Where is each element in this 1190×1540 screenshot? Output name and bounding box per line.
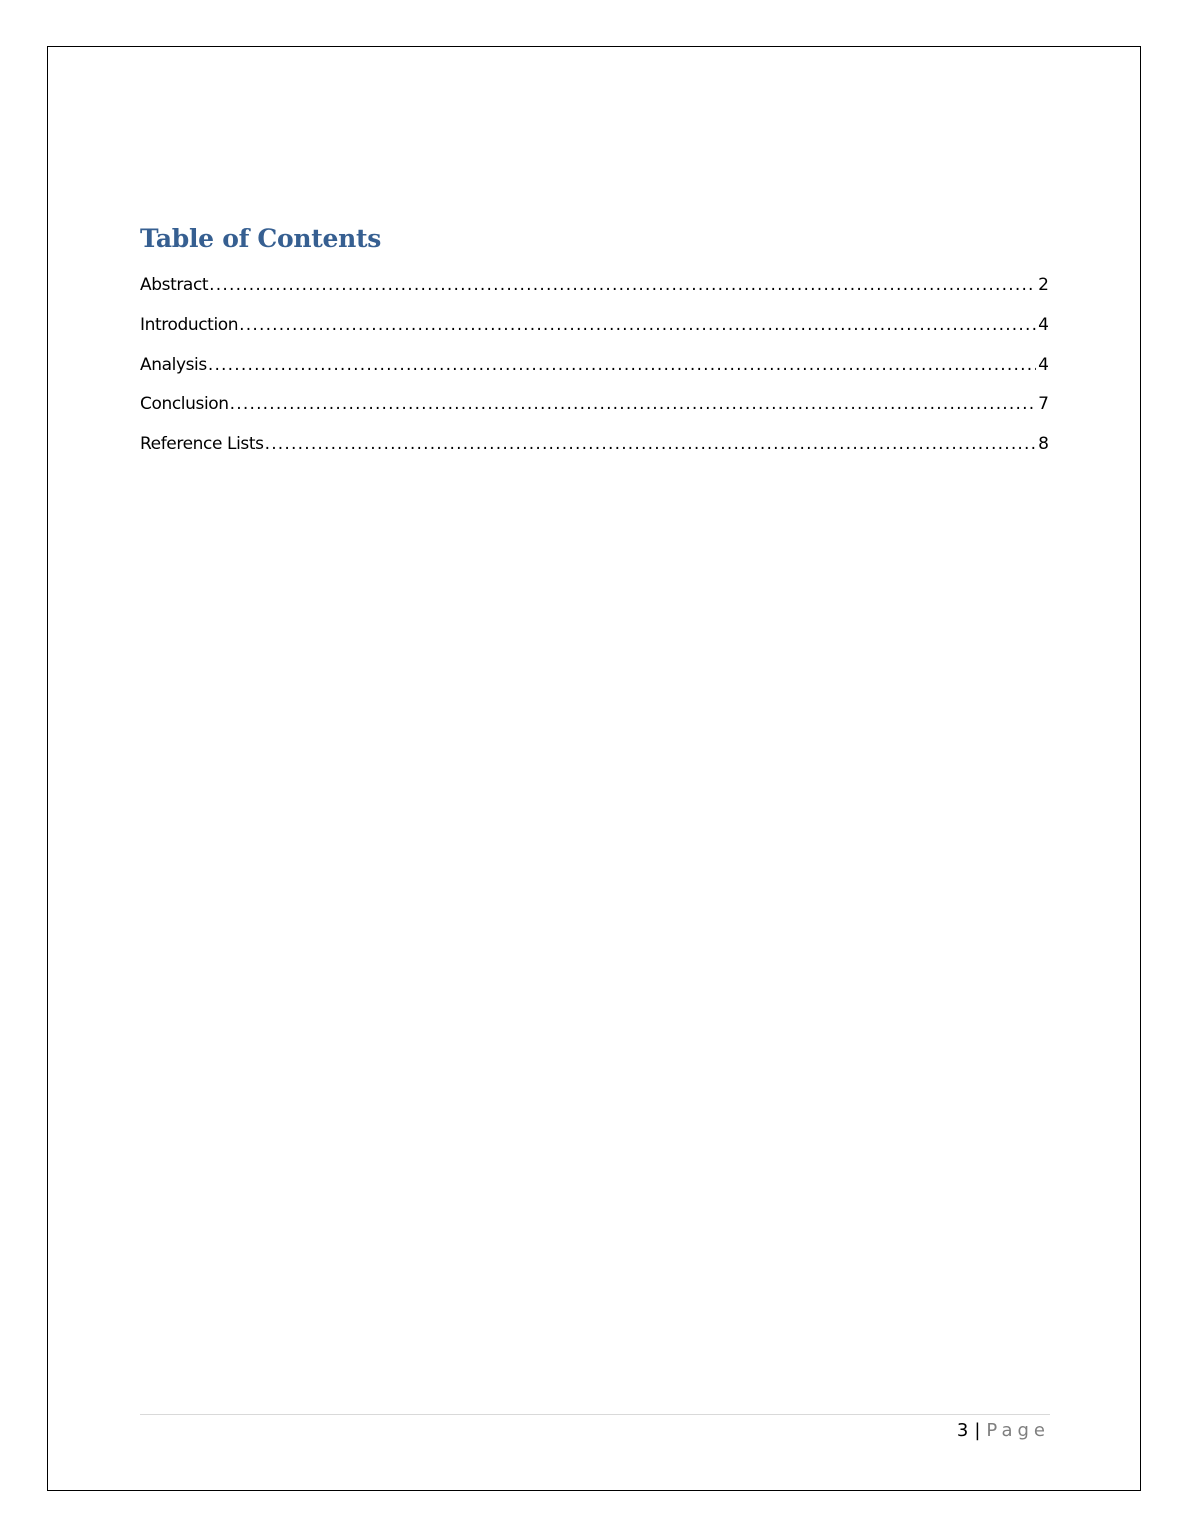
toc-dot-leader: [209, 275, 1036, 295]
toc-title: Table of Contents: [140, 224, 382, 253]
toc-entry-page: 4: [1038, 314, 1049, 335]
toc-entry-page: 4: [1038, 354, 1049, 375]
toc-entry-label: Abstract: [140, 275, 209, 295]
footer-rule: [140, 1414, 1050, 1415]
toc-dot-leader: [230, 394, 1037, 414]
toc-dot-leader: [239, 315, 1036, 335]
toc-entry-analysis[interactable]: [140, 355, 1049, 395]
toc-entry-label: Introduction: [140, 314, 239, 335]
toc-entry-label: Analysis: [140, 354, 207, 375]
toc-entry-page: 2: [1038, 275, 1049, 295]
toc-entry-label: Reference Lists: [140, 434, 264, 455]
toc-dot-leader: [265, 434, 1037, 454]
toc-entry-page: 8: [1038, 434, 1049, 455]
footer-page-number: 3: [956, 1420, 969, 1441]
page-footer: [957, 1420, 1050, 1441]
toc-entry-introduction[interactable]: [140, 315, 1049, 355]
toc-entry-abstract[interactable]: [140, 275, 1049, 315]
page-border: [47, 46, 1141, 1491]
toc-list: [140, 275, 1049, 474]
toc-entry-reference-lists[interactable]: [140, 434, 1049, 474]
footer-separator: |: [974, 1420, 981, 1441]
toc-entry-label: Conclusion: [140, 394, 229, 415]
toc-dot-leader: [208, 355, 1036, 375]
footer-page-word: Page: [986, 1420, 1050, 1441]
toc-entry-conclusion[interactable]: [140, 394, 1049, 434]
toc-entry-page: 7: [1038, 394, 1049, 415]
